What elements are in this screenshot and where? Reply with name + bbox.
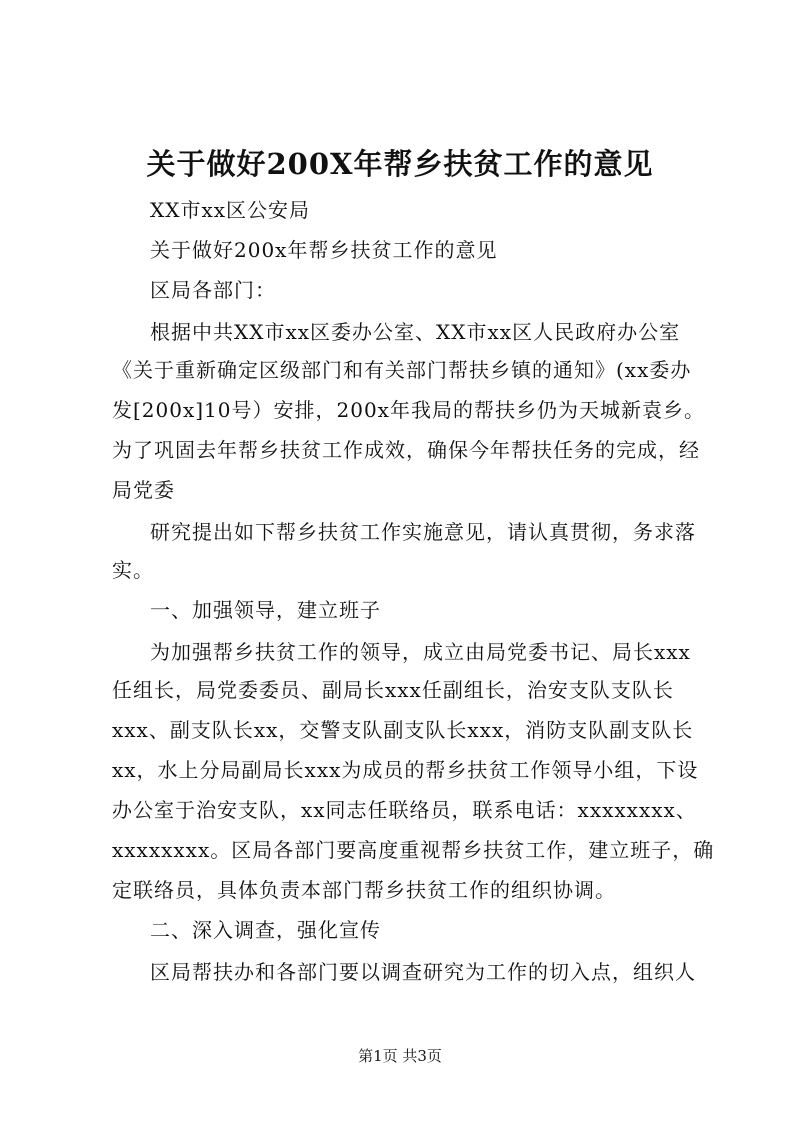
body-line: 《关于重新确定区级部门和有关部门帮扶乡镇的通知》(xx委办 [112, 358, 692, 382]
document-title: 关于做好200X年帮乡扶贫工作的意见 [146, 147, 654, 181]
body-line: 为了巩固去年帮乡扶贫工作成效，确保今年帮扶任务的完成，经 [112, 438, 700, 462]
body-line: 定联络员，具体负责本部门帮乡扶贫工作的组织协调。 [112, 878, 616, 902]
body-line: 根据中共XX市xx区委办公室、XX市xx区人民政府办公室 [150, 320, 681, 344]
body-line: 为加强帮乡扶贫工作的领导，成立由局党委书记、局长xxx [150, 640, 691, 664]
body-line: 办公室于治安支队，xx同志任联络员，联系电话：xxxxxxxx、 [112, 798, 697, 822]
body-line: 实。 [112, 558, 154, 582]
body-line: xxx、副支队长xx，交警支队副支队长xxx，消防支队副支队长 [112, 718, 694, 742]
body-line: xxxxxxxx。区局各部门要高度重视帮乡扶贫工作，建立班子，确 [112, 838, 715, 862]
body-line: 发[200x]10号）安排，200x年我局的帮扶乡仍为天城新袁乡。 [112, 398, 705, 422]
subject-line: 关于做好200x年帮乡扶贫工作的意见 [150, 238, 498, 262]
section-heading: 一、加强领导，建立班子 [150, 598, 381, 622]
body-line: 局党委 [112, 478, 175, 502]
body-line: 任组长，局党委委员、副局长xxx任副组长，治安支队支队长 [112, 678, 674, 702]
body-line: xx，水上分局副局长xxx为成员的帮乡扶贫工作领导小组，下设 [112, 758, 699, 782]
body-line: 区局帮扶办和各部门要以调查研究为工作的切入点，组织人 [150, 960, 696, 984]
issuer-line: XX市xx区公安局 [150, 198, 311, 222]
section-heading: 二、深入调查，强化宣传 [150, 918, 381, 942]
page-number: 第1页 共3页 [358, 1047, 442, 1065]
salutation-line: 区局各部门： [150, 278, 276, 302]
body-line: 研究提出如下帮乡扶贫工作实施意见，请认真贯彻，务求落 [150, 520, 696, 544]
